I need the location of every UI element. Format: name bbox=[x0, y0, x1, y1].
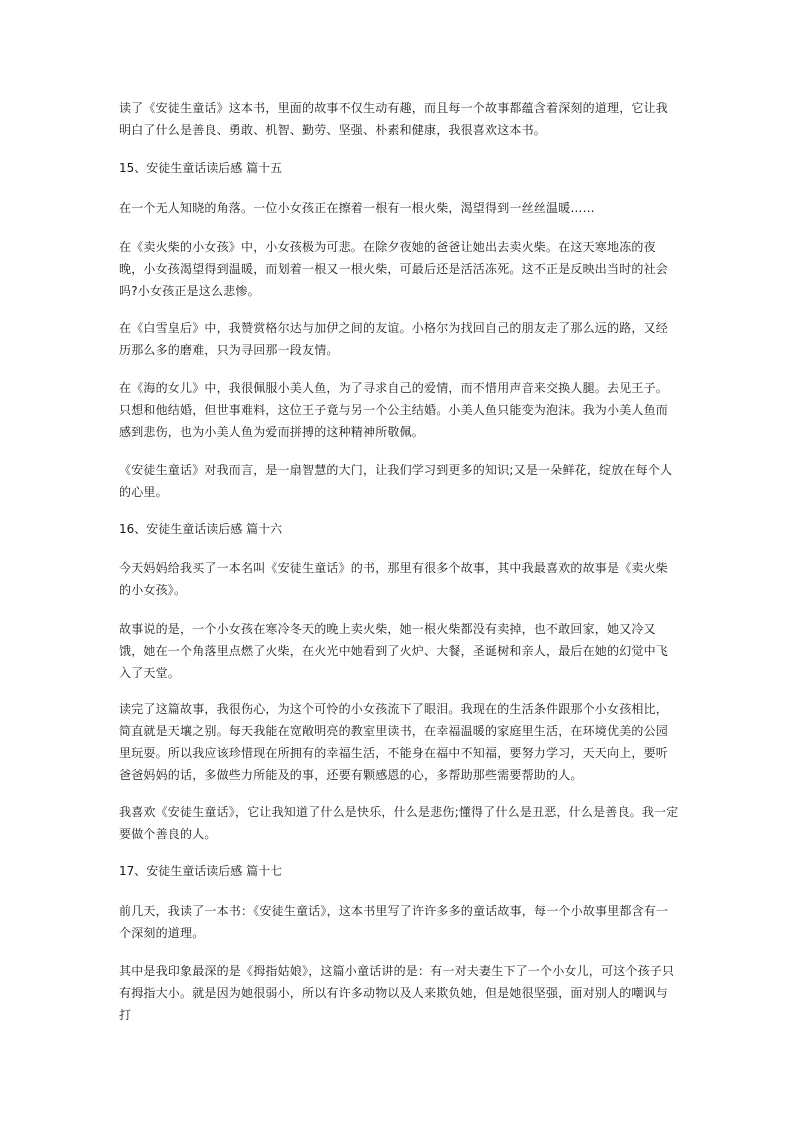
paragraph-15-1: 在一个无人知晓的角落。一位小女孩正在擦着一根有一根火柴，渴望得到一丝丝温暖…… bbox=[119, 201, 595, 215]
paragraph-17-2: 其中是我印象最深的是《拇指姑娘》，这篇小童话讲的是：有一对夫妻生下了一个小女儿，可这个孩子只有拇指大小。就是因为她很弱小，所以有许多动物以及人来欺负她，但是她很坚强，面对别人的嘲讽与打 bbox=[119, 964, 675, 1022]
paragraph-16-1: 今天妈妈给我买了一本名叫《安徒生童话》的书，那里有很多个故事，其中我最喜欢的故事是《卖火柴的小女孩》。 bbox=[119, 561, 669, 597]
paragraph-17-1: 前几天，我读了一本书：《安徒生童话》，这本书里写了许许多多的童话故事，每一个小故事里都含有一个深刻的道理。 bbox=[119, 904, 669, 940]
section-heading-16: 16、安徒生童话读后感 篇十六 bbox=[119, 522, 283, 536]
paragraph-15-2: 在《卖火柴的小女孩》中，小女孩极为可悲。在除夕夜她的爸爸让她出去卖火柴。在这天寒地冻的夜晚，小女孩渴望得到温暖，而划着一根又一根火柴，可最后还是活活冻死。这不正是反映出当时的社会吗?小女孩正是这么悲惨。 bbox=[119, 240, 669, 298]
paragraph-16-4: 我喜欢《安徒生童话》，它让我知道了什么是快乐，什么是悲伤;懂得了什么是丑恶，什么是善良。我一定要做个善良的人。 bbox=[119, 805, 679, 841]
paragraph-15-5: 《安徒生童话》对我而言，是一扇智慧的大门，让我们学习到更多的知识;又是一朵鲜花，绽放在每个人的心里。 bbox=[119, 463, 673, 499]
paragraph-16-2: 故事说的是，一个小女孩在寒冷冬天的晚上卖火柴，她一根火柴都没有卖掉，也不敢回家，她又冷又饿，她在一个角落里点燃了火柴，在火光中她看到了火炉、大餐，圣诞树和亲人，最后在她的幻觉中飞入了天堂。 bbox=[119, 622, 669, 680]
paragraph-intro: 读了《安徒生童话》这本书，里面的故事不仅生动有趣，而且每一个故事都蕴含着深刻的道理，它让我明白了什么是善良、勇敢、机智、勤劳、坚强、朴素和健康，我很喜欢这本书。 bbox=[119, 101, 669, 137]
paragraph-15-3: 在《白雪皇后》中，我赞赏格尔达与加伊之间的友谊。小格尔为找回自己的朋友走了那么远的路，又经历那么多的磨难，只为寻回那一段友情。 bbox=[119, 321, 669, 357]
section-heading-17: 17、安徒生童话读后感 篇十七 bbox=[119, 864, 283, 878]
section-heading-15: 15、安徒生童话读后感 篇十五 bbox=[119, 161, 283, 175]
paragraph-15-4: 在《海的女儿》中，我很佩服小美人鱼，为了寻求自己的爱情，而不惜用声音来交换人腿。去见王子。只想和他结婚，但世事难料，这位王子竟与另一个公主结婚。小美人鱼只能变为泡沫。我为小美人鱼而感到悲伤，也为小美人鱼为爱而拼搏的这种精神所敬佩。 bbox=[119, 381, 669, 439]
paragraph-16-3: 读完了这篇故事，我很伤心，为这个可怜的小女孩流下了眼泪。我现在的生活条件跟那个小女孩相比，简直就是天壤之别。每天我能在宽敞明亮的教室里读书，在幸福温暖的家庭里生活，在环境优美的公园里玩耍。所以我应该珍惜现在所拥有的幸福生活，不能身在福中不知福，要努力学习，天天向上，要听爸爸妈妈的话，多做些力所能及的事，还要有颗感恩的心，多帮助那些需要帮助的人。 bbox=[119, 702, 669, 782]
